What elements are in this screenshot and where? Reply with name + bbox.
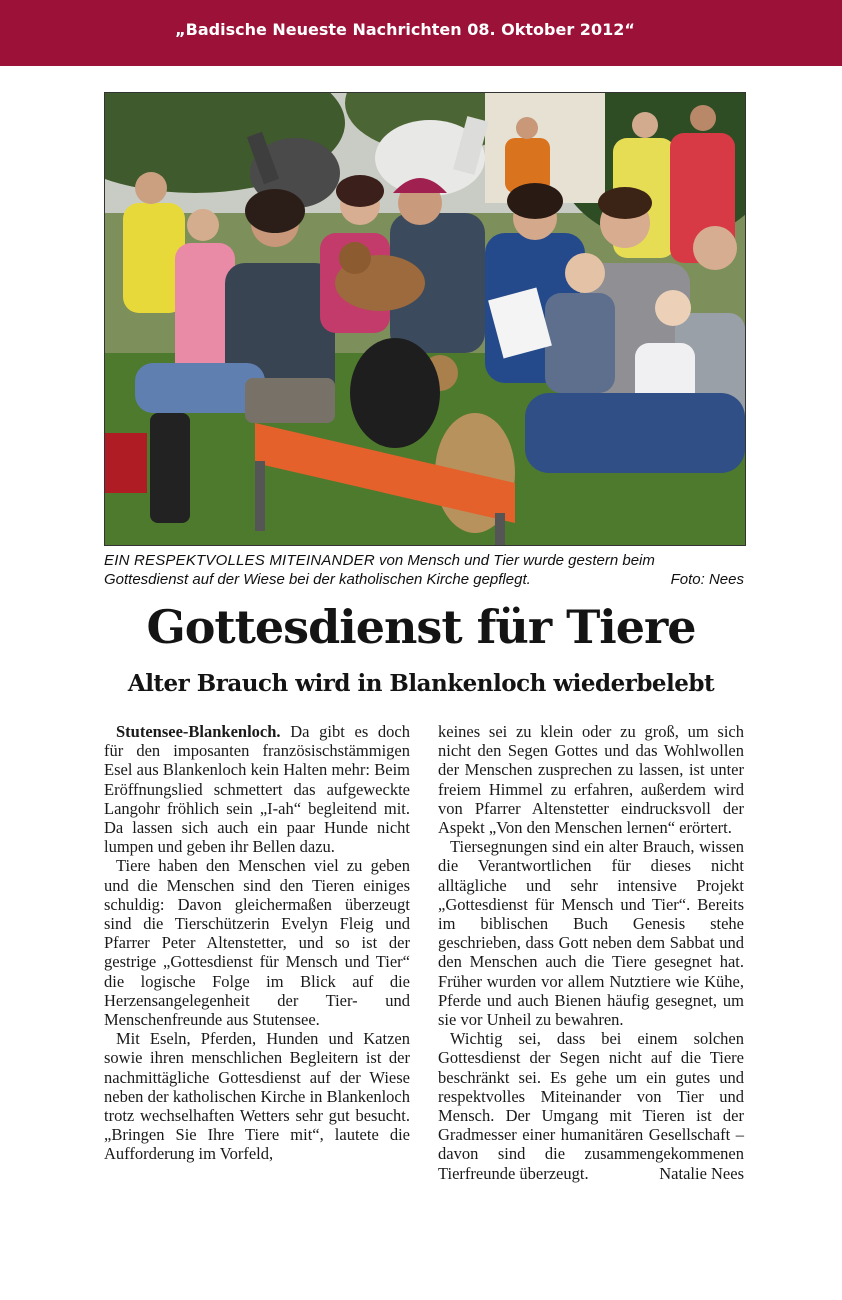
source-banner	[0, 0, 842, 66]
source-line: „Badische Neueste Nachrichten 08. Oktober 2012“	[175, 19, 635, 39]
paragraph-text: Wichtig sei, dass bei einem solchen Gottesdienst der Segen nicht auf die Tiere beschränkt sei. Es gehe um ein gutes und respektvolles Miteinander von Tier und Mensch. Der Umgang mit Tieren ist der Gradmesser einer humanitären Gesellschaft – davon sind die zusammengekommenen Tierfreunde überzeugt.	[438, 1029, 744, 1183]
article-photo	[104, 92, 746, 546]
photo-caption	[104, 551, 744, 589]
dateline: Stutensee-Blankenloch.	[116, 722, 281, 741]
caption-line1: von Mensch und Tier wurde gestern beim	[379, 552, 655, 569]
article-paragraph: Mit Eseln, Pferden, Hunden und Katzen sowie ihren menschlichen Begleitern ist der nachmittägliche Gottesdienst auf der Wiese neben der katholischen Kirche in Blankenloch trotz wechselhaften Wetters sehr gut besucht. „Bringen Sie Ihre Tiere mit“, lautete die Aufforderung im Vorfeld,	[104, 1029, 410, 1164]
caption-lead: EIN RESPEKTVOLLES MITEINANDER	[104, 552, 375, 569]
article-paragraph	[438, 1029, 744, 1183]
author-name: Natalie Nees	[659, 1163, 744, 1183]
subheadline: Alter Brauch wird in Blankenloch wiederbelebt	[127, 670, 715, 697]
article-paragraph	[104, 722, 410, 856]
article-column-right	[438, 722, 744, 1183]
article-paragraph: Tiere haben den Menschen viel zu geben und die Menschen sind den Tieren einiges schuldig: Davon gleichermaßen überzeugt sind die Tierschützerin Evelyn Fleig und Pfarrer Peter Altenstetter, und so ist der gestrige „Gottesdienst für Mensch und Tier“ die logische Folge im Blick auf die Herzensangelegenheit der Tier- und Menschenfreunde aus Stutensee.	[104, 856, 410, 1030]
article-paragraph: Tiersegnungen sind ein alter Brauch, wissen die Verantwortlichen für dieses nicht alltägliche und sehr intensive Projekt „Gottesdienst für Mensch und Tier“. Bereits im biblischen Buch Genesis stehe geschrieben, dass Gott neben dem Sabbat und den Menschen auch die Tiere gesegnet hat. Früher wurden vor allem Nutztiere wie Kühe, Pferde und auch Bienen häufig gesegnet, um sie vor Unheil zu bewahren.	[438, 837, 744, 1030]
outdoor-service-photo-icon	[105, 93, 745, 545]
article-column-left	[104, 722, 410, 1164]
caption-line2: Gottesdienst auf der Wiese bei der katholischen Kirche gepflegt.	[104, 571, 531, 588]
photo-credit: Foto: Nees	[670, 571, 744, 588]
paragraph-text: Da gibt es doch für den imposanten französischstämmigen Esel aus Blankenloch kein Halten mehr: Beim Eröffnungslied schmettert das aufgeweckte Langohr fröhlich sein „I-ah“ begleitend mit. Da lassen sich auch ein paar Hunde nicht lumpen und geben ihr Bellen dazu.	[104, 722, 411, 857]
headline: Gottesdienst für Tiere	[146, 600, 696, 654]
article-paragraph: keines sei zu klein oder zu groß, um sich nicht den Segen Gottes und das Wohlwollen der Menschen zusprechen zu lassen, ist unter freiem Himmel zu erfahren, außerdem wird von Pfarrer Altenstetter eindrucksvoll der Aspekt „Von den Menschen lernen“ erörtert.	[438, 722, 744, 838]
